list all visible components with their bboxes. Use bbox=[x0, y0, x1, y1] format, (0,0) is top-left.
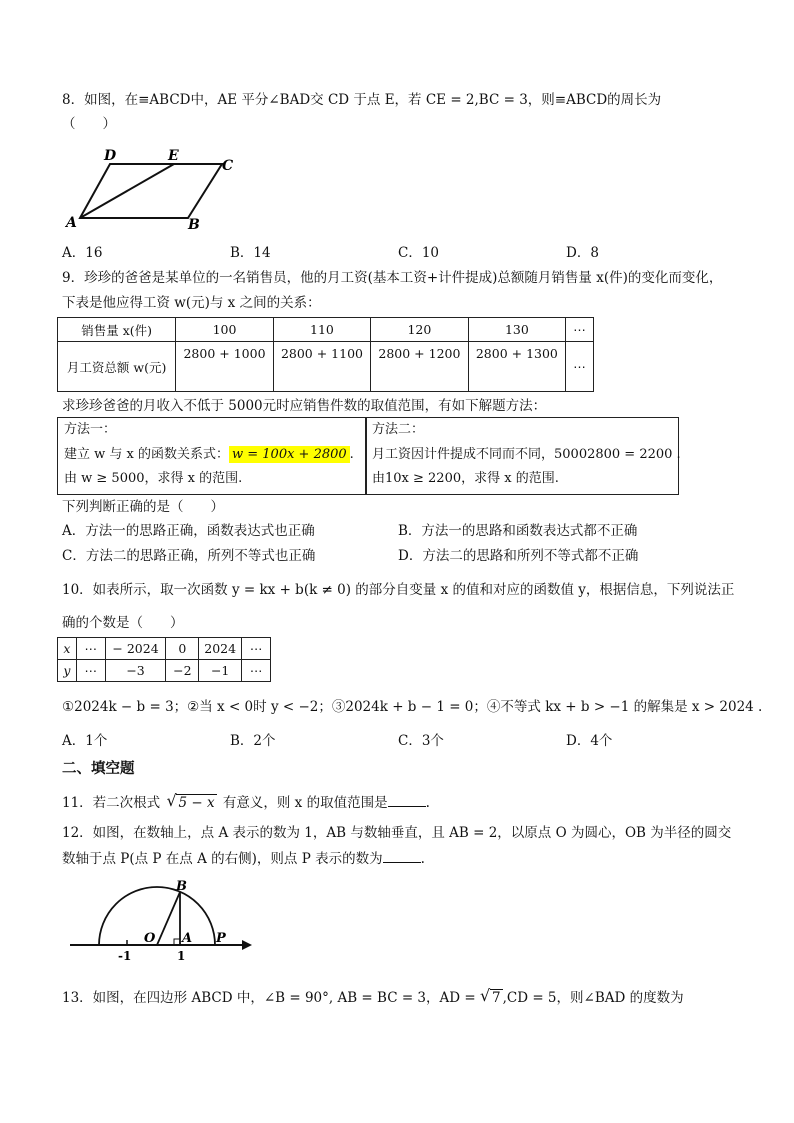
table-cell: 100 bbox=[176, 318, 273, 342]
answer-blank bbox=[388, 792, 426, 807]
table-cell: 2800 + 1100 bbox=[273, 342, 370, 392]
section-title-fill-in: 二、填空题 bbox=[62, 761, 135, 777]
table-cell: ⋯ bbox=[76, 638, 105, 660]
method1-line2-text: 建立 w 与 x 的函数关系式： bbox=[64, 447, 229, 462]
q12-stem-line1: 12．如图，在数轴上，点 A 表示的数为 1，AB 与数轴垂直，且 AB = 2，以原点 O 为圆心，OB 为半径的圆交 bbox=[62, 825, 732, 841]
table-cell: ⋯ bbox=[242, 660, 271, 682]
table-cell: −2 bbox=[166, 660, 199, 682]
highlighted-formula: w = 100x + 2800 bbox=[229, 446, 350, 463]
q9-option-c: C．方法二的思路正确，所列不等式也正确 bbox=[62, 548, 316, 564]
method1-title: 方法一： bbox=[64, 422, 117, 437]
table-cell: 130 bbox=[468, 318, 565, 342]
table-cell: − 2024 bbox=[105, 638, 166, 660]
segment-ob bbox=[157, 892, 180, 945]
method2-title: 方法二： bbox=[372, 422, 425, 437]
label-d: D bbox=[104, 148, 117, 164]
table-cell: 2024 bbox=[199, 638, 242, 660]
radicand: 7 bbox=[492, 990, 501, 1006]
q10-option-d: D．4个 bbox=[566, 733, 613, 749]
q10-stem-line1: 10．如表所示，取一次函数 y = kx + b(k ≠ 0) 的部分自变量 x 的值和对应的函数值 y，根据信息，下列说法正 bbox=[62, 582, 735, 598]
q10-option-c: C．3个 bbox=[398, 733, 444, 749]
table-cell: 2800 + 1200 bbox=[371, 342, 468, 392]
label-neg1: -1 bbox=[118, 949, 132, 963]
table-cell: ⋯ bbox=[242, 638, 271, 660]
method1-line2 bbox=[64, 443, 354, 467]
table-cell: 2800 + 1300 bbox=[468, 342, 565, 392]
q9-option-b: B．方法一的思路和函数表达式都不正确 bbox=[398, 523, 638, 539]
method2-line3: 由10x ≥ 2200，求得 x 的范围. bbox=[372, 471, 559, 486]
q9-option-d: D．方法二的思路和所列不等式都不正确 bbox=[398, 548, 639, 564]
label-b: B bbox=[188, 217, 200, 233]
answer-blank bbox=[383, 848, 421, 863]
q13-text-after: ,CD = 5，则∠BAD 的度数为 bbox=[502, 990, 684, 1006]
q11-stem bbox=[62, 792, 430, 813]
q10-option-b: B．2个 bbox=[230, 733, 276, 749]
q10-stem-line2: 确的个数是（ ） bbox=[62, 615, 184, 631]
semicircle-arc bbox=[99, 887, 215, 945]
method1-line3: 由 w ≥ 5000，求得 x 的范围. bbox=[64, 471, 243, 486]
sqrt-expression bbox=[480, 988, 503, 1008]
q8-option-a: A．16 bbox=[62, 245, 103, 261]
sqrt-expression bbox=[166, 793, 216, 813]
table-cell: ⋯ bbox=[566, 318, 594, 342]
q12-number-line-figure bbox=[62, 878, 262, 968]
q11-text-before: 11．若二次根式 bbox=[62, 795, 161, 811]
q8-option-b: B．14 bbox=[230, 245, 271, 261]
q10-statements: ①2024k − b = 3；②当 x < 0时 y < −2；③2024k + b − 1 = 0；④不等式 kx + b > −1 的解集是 x > 2024 . bbox=[62, 699, 763, 715]
q13-stem bbox=[62, 988, 684, 1008]
label-o: O bbox=[144, 931, 156, 946]
label-one: 1 bbox=[177, 949, 186, 963]
q12-stem-line2 bbox=[62, 848, 425, 869]
q8-option-c: C．10 bbox=[398, 245, 440, 261]
label-a: A bbox=[66, 215, 77, 231]
table-row bbox=[58, 660, 271, 682]
q8-answer-paren: （ ） bbox=[62, 116, 116, 132]
label-e: E bbox=[168, 148, 179, 164]
table-header-cell: 月工资总额 w(元) bbox=[58, 342, 176, 392]
method1-period: . bbox=[349, 447, 354, 462]
q9-stem-line2: 下表是他应得工资 w(元)与 x 之间的关系： bbox=[62, 295, 321, 311]
label-a: A bbox=[182, 931, 193, 946]
q9-salary-table bbox=[57, 317, 594, 392]
method2-line2: 月工资因计件提成不同而不同，50002800 = 2200 . bbox=[372, 447, 681, 462]
q13-text-before: 13．如图，在四边形 ABCD 中，∠B = 90°, AB = BC = 3，AD = bbox=[62, 990, 476, 1006]
q12-end: . bbox=[420, 851, 425, 867]
label-b: B bbox=[176, 879, 187, 894]
table-cell: ⋯ bbox=[566, 342, 594, 392]
label-p: P bbox=[216, 931, 226, 946]
table-cell: −1 bbox=[199, 660, 242, 682]
radical-sign-icon: √ bbox=[480, 986, 491, 1005]
q8-parallelogram-figure bbox=[62, 143, 242, 233]
arrow-right-icon bbox=[242, 940, 252, 950]
table-header-cell: 销售量 x(件) bbox=[58, 318, 176, 342]
table-row bbox=[58, 342, 594, 392]
q9-option-a: A．方法一的思路正确，函数表达式也正确 bbox=[62, 523, 315, 539]
q9-stem-line1: 9．珍珍的爸爸是某单位的一名销售员，他的月工资(基本工资+计件提成)总额随月销售量 x(件)的变化而变化， bbox=[62, 270, 723, 286]
q9-question: 下列判断正确的是（ ） bbox=[62, 499, 224, 515]
q10-option-a: A．1个 bbox=[62, 733, 108, 749]
radicand: 5 − x bbox=[178, 795, 215, 811]
table-row bbox=[58, 638, 271, 660]
q9-stem-line3: 求珍珍爸爸的月收入不低于 5000元时应销售件数的取值范围，有如下解题方法： bbox=[62, 398, 547, 414]
q8-stem: 8．如图，在≡ABCD中，AE 平分∠BAD交 CD 于点 E，若 CE = 2,BC = 3，则≡ABCD的周长为 bbox=[62, 92, 662, 108]
label-c: C bbox=[222, 158, 234, 174]
q11-text-after: 有意义，则 x 的取值范围是 bbox=[222, 795, 388, 811]
table-cell: −3 bbox=[105, 660, 166, 682]
table-cell: 0 bbox=[166, 638, 199, 660]
radical-sign-icon: √ bbox=[166, 791, 177, 810]
q8-option-d: D．8 bbox=[566, 245, 599, 261]
table-cell: 120 bbox=[371, 318, 468, 342]
table-cell: y bbox=[58, 660, 77, 682]
table-row bbox=[58, 318, 594, 342]
table-cell: x bbox=[58, 638, 77, 660]
table-cell: 110 bbox=[273, 318, 370, 342]
q11-end: . bbox=[425, 795, 430, 811]
table-cell: ⋯ bbox=[76, 660, 105, 682]
parallelogram-abcd bbox=[80, 164, 222, 218]
table-cell: 2800 + 1000 bbox=[176, 342, 273, 392]
q10-value-table bbox=[57, 637, 271, 682]
q12-text: 数轴于点 P(点 P 在点 A 的右侧)，则点 P 表示的数为 bbox=[62, 851, 383, 867]
